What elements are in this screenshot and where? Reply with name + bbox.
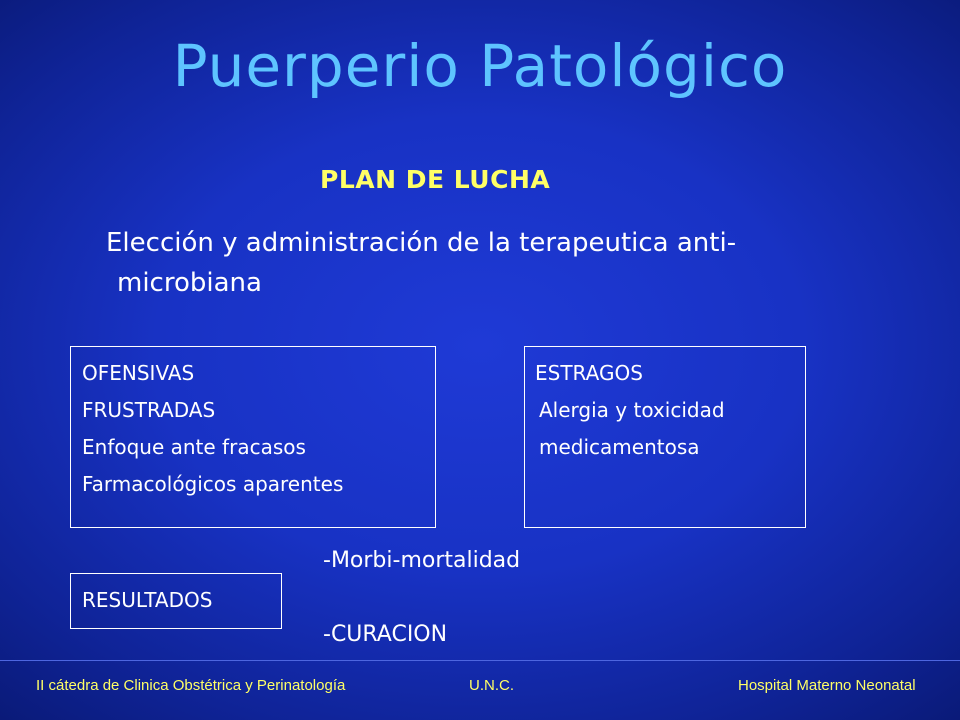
offensives-line: FRUSTRADAS [82, 398, 216, 422]
slide-body-text: Elección y administración de la terapeutica anti-microbiana [106, 228, 737, 298]
footer-right-text: Hospital Materno Neonatal [738, 677, 916, 694]
damages-line: ESTRAGOS [535, 361, 643, 385]
offensives-line: Farmacológicos aparentes [82, 472, 344, 496]
damages-line: Alergia y toxicidad [539, 398, 725, 422]
offensives-line: OFENSIVAS [82, 361, 195, 385]
offensives-line: Enfoque ante fracasos [82, 435, 306, 459]
damages-line: medicamentosa [539, 435, 700, 459]
slide-title: Puerperio Patológico [172, 32, 788, 100]
footer-left-text: II cátedra de Clinica Obstétrica y Perinatología [36, 677, 346, 694]
footer-center-text: U.N.C. [469, 677, 514, 694]
damages-box [524, 346, 806, 528]
offensives-box [70, 346, 436, 528]
outcome-curacion: -CURACION [323, 622, 448, 647]
footer-divider [0, 660, 960, 661]
outcome-morbi-mortalidad: -Morbi-mortalidad [323, 548, 521, 573]
results-box [70, 573, 282, 629]
results-label: RESULTADOS [82, 588, 213, 612]
slide-subtitle: PLAN DE LUCHA [320, 165, 551, 194]
